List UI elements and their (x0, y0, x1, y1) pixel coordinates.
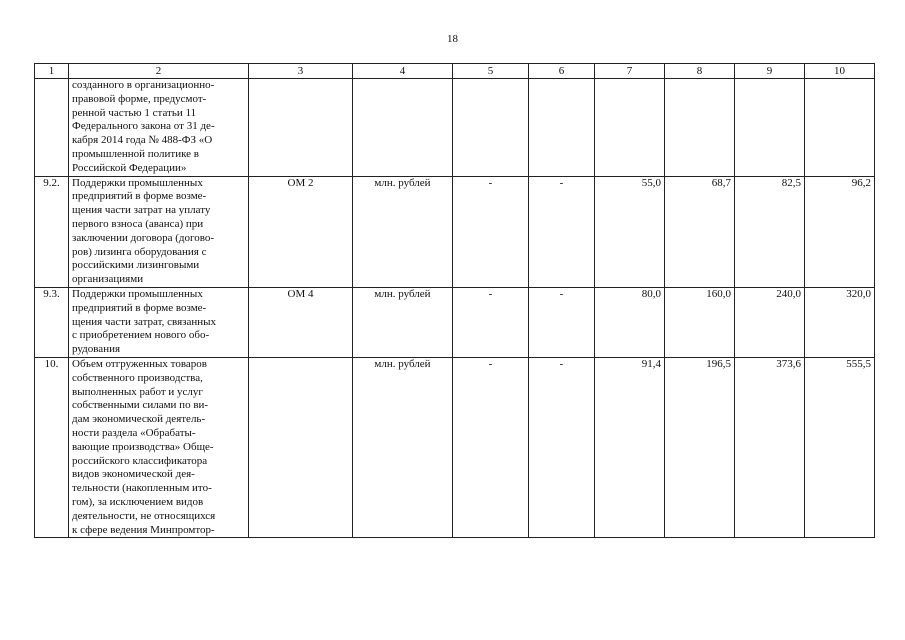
row-number: 10. (35, 357, 69, 537)
row-value-col10: 96,2 (805, 176, 875, 287)
row-value-col6: - (529, 357, 595, 537)
row-value-col5: - (453, 357, 529, 537)
column-header: 4 (353, 64, 453, 79)
row-value-col7: 55,0 (595, 176, 665, 287)
column-header: 6 (529, 64, 595, 79)
row-number: 9.2. (35, 176, 69, 287)
row-unit: млн. рублей (353, 357, 453, 537)
row-value-col8: 160,0 (665, 287, 735, 357)
row-description: Поддержки промышленных предприятий в форме возме- щения части затрат на уплату первого взноса (аванса) при заключении договора (догово- ров) лизинга оборудования с российскими лизинговыми организациями (69, 176, 249, 287)
row-description: Объем отгруженных товаров собственного производства, выполненных работ и услуг собственными силами по ви- дам экономической деятель- ности раздела «Обрабаты- вающие производства» Обще- российского классификатора видов экономической дея- тельности (накопленным ито- гом), за исключением видов деятельности, не относящихся к сфере ведения Минпромтор- (69, 357, 249, 537)
indicators-table (34, 63, 875, 538)
row-description: Поддержки промышленных предприятий в форме возме- щения части затрат, связанных с приобретением нового обо- рудования (69, 287, 249, 357)
row-value-col5: - (453, 287, 529, 357)
table-row (35, 357, 875, 537)
table-row (35, 79, 875, 177)
row-value-col8: 196,5 (665, 357, 735, 537)
row-value-col7 (595, 79, 665, 177)
column-header: 3 (249, 64, 353, 79)
column-header: 5 (453, 64, 529, 79)
row-number: 9.3. (35, 287, 69, 357)
row-value-col8: 68,7 (665, 176, 735, 287)
row-value-col7: 91,4 (595, 357, 665, 537)
row-value-col10 (805, 79, 875, 177)
row-value-col10: 320,0 (805, 287, 875, 357)
header-row (35, 64, 875, 79)
row-value-col6: - (529, 176, 595, 287)
column-header: 8 (665, 64, 735, 79)
row-value-col5 (453, 79, 529, 177)
table-row (35, 287, 875, 357)
row-event-code: ОМ 4 (249, 287, 353, 357)
row-event-code (249, 79, 353, 177)
table-row (35, 176, 875, 287)
column-header: 9 (735, 64, 805, 79)
row-value-col9: 82,5 (735, 176, 805, 287)
row-value-col9: 373,6 (735, 357, 805, 537)
row-value-col5: - (453, 176, 529, 287)
row-value-col10: 555,5 (805, 357, 875, 537)
row-value-col8 (665, 79, 735, 177)
row-value-col6: - (529, 287, 595, 357)
row-value-col6 (529, 79, 595, 177)
column-header: 10 (805, 64, 875, 79)
row-value-col9: 240,0 (735, 287, 805, 357)
column-header: 7 (595, 64, 665, 79)
row-unit (353, 79, 453, 177)
row-event-code (249, 357, 353, 537)
page-number: 18 (447, 33, 458, 45)
row-number (35, 79, 69, 177)
row-description: созданного в организационно- правовой форме, предусмот- ренной частью 1 статьи 11 Федерального закона от 31 де- кабря 2014 года № 488-ФЗ «О промышленной политике в Российской Федерации» (69, 79, 249, 177)
row-value-col7: 80,0 (595, 287, 665, 357)
row-value-col9 (735, 79, 805, 177)
column-header: 2 (69, 64, 249, 79)
row-event-code: ОМ 2 (249, 176, 353, 287)
row-unit: млн. рублей (353, 287, 453, 357)
column-header: 1 (35, 64, 69, 79)
row-unit: млн. рублей (353, 176, 453, 287)
